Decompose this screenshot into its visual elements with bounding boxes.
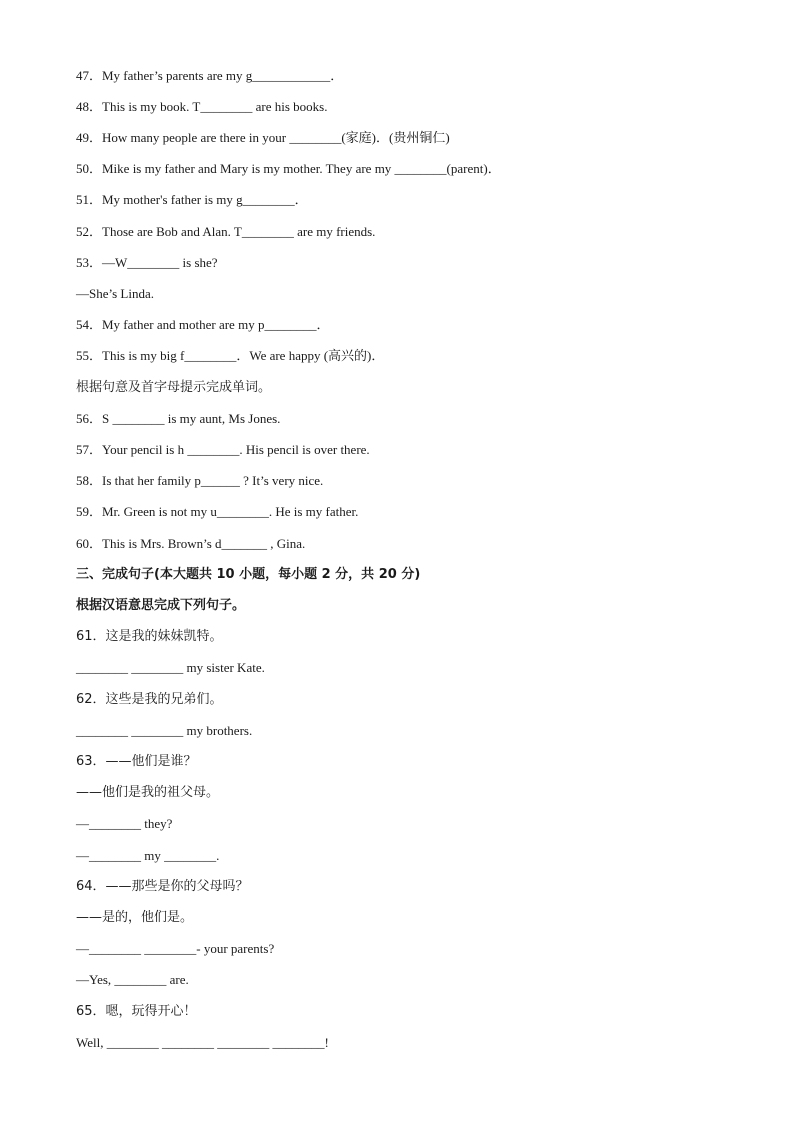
question-53: 53．—W________ is she? bbox=[76, 255, 218, 270]
question-64-reply: ——是的，他们是。 bbox=[76, 910, 194, 925]
question-62: 62．这些是我的兄弟们。 bbox=[76, 692, 223, 707]
question-52: 52．Those are Bob and Alan. T________ are my friends. bbox=[76, 224, 376, 239]
question-62-blank: ________ ________ my brothers. bbox=[76, 723, 253, 738]
question-59: 59．Mr. Green is not my u________. He is my father. bbox=[76, 504, 359, 519]
question-64-blank-2: —Yes, ________ are. bbox=[76, 972, 189, 987]
question-63-blank-1: —________ they? bbox=[76, 816, 173, 831]
question-49: 49．How many people are there in your ________(家庭)．(贵州铜仁) bbox=[76, 130, 450, 145]
question-61-blank: ________ ________ my sister Kate. bbox=[76, 660, 265, 675]
question-55: 55．This is my big f________．We are happy (高兴的)． bbox=[76, 348, 385, 363]
question-60: 60．This is Mrs. Brown’s d_______ , Gina. bbox=[76, 536, 306, 551]
section-heading-3: 三、完成句子(本大题共 10 小题，每小题 2 分，共 20 分) bbox=[76, 567, 421, 582]
question-54: 54．My father and mother are my p________． bbox=[76, 317, 330, 332]
question-63: 63．——他们是谁？ bbox=[76, 754, 197, 769]
instruction-first-letter: 根据句意及首字母提示完成单词。 bbox=[76, 380, 272, 395]
question-56: 56．S ________ is my aunt, Ms Jones. bbox=[76, 411, 281, 426]
section-instruction: 根据汉语意思完成下列句子。 bbox=[76, 598, 246, 613]
question-53-answer: —She’s Linda. bbox=[76, 286, 154, 301]
question-51: 51．My mother's father is my g________． bbox=[76, 192, 308, 207]
question-58: 58．Is that her family p______ ? It’s very nice. bbox=[76, 473, 324, 488]
question-63-reply: ——他们是我的祖父母。 bbox=[76, 785, 220, 800]
question-65-blank: Well, ________ ________ ________ ________! bbox=[76, 1035, 329, 1050]
question-50: 50．Mike is my father and Mary is my mother. They are my ________(parent)． bbox=[76, 161, 501, 176]
question-47: 47．My father’s parents are my g____________． bbox=[76, 68, 344, 83]
question-64-blank-1: —________ ________- your parents? bbox=[76, 941, 275, 956]
question-48: 48．This is my book. T________ are his books. bbox=[76, 99, 328, 114]
question-63-blank-2: —________ my ________. bbox=[76, 848, 220, 863]
question-64: 64．——那些是你的父母吗？ bbox=[76, 879, 249, 894]
question-61: 61．这是我的妹妹凯特。 bbox=[76, 629, 223, 644]
question-57: 57．Your pencil is h ________. His pencil is over there. bbox=[76, 442, 370, 457]
question-65: 65．嗯，玩得开心！ bbox=[76, 1004, 197, 1019]
